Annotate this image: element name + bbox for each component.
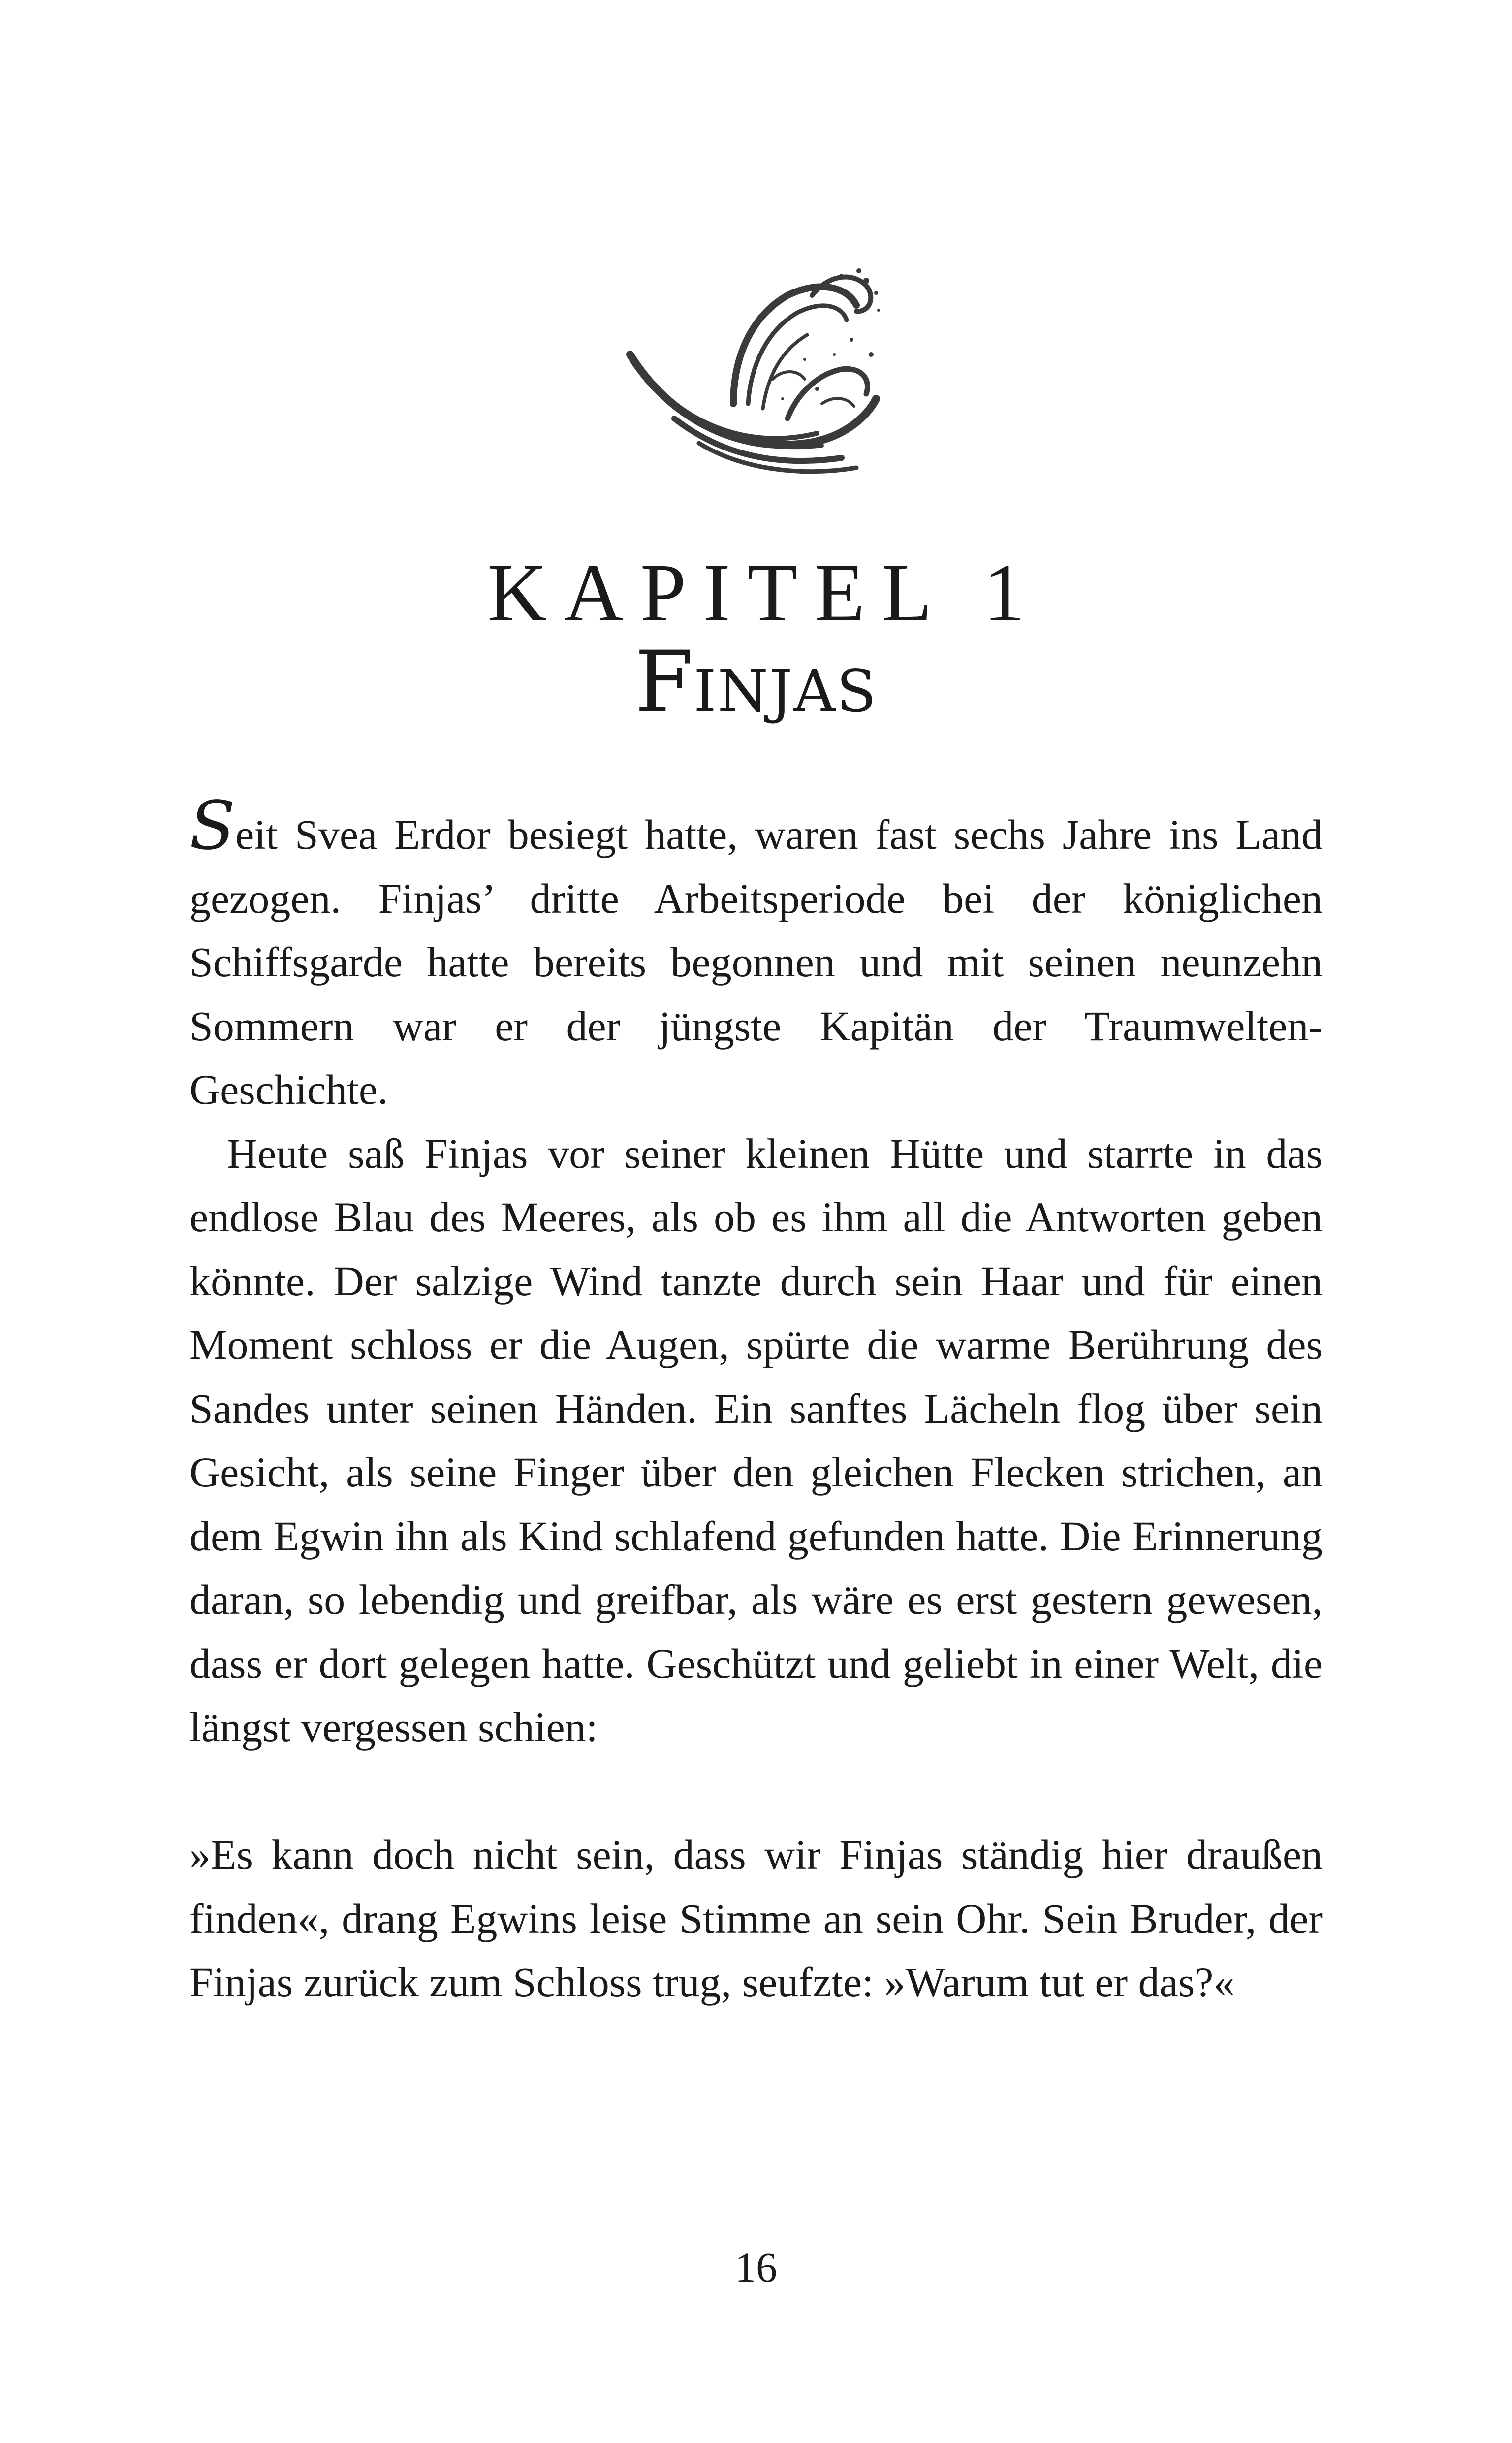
paragraph-text: eit Svea Erdor besiegt hatte, waren fast sechs Jahre ins Land gezogen. Finjas’ dritte Arbeitsperiode bei der königlichen Schiffsgarde hatte bereits begonnen und mit seinen neunzehn Sommern war er der jüngste Kapitän der Traumwelten-Geschichte. <box>189 811 1323 1113</box>
wave-icon <box>610 256 886 487</box>
paragraph <box>189 787 1323 1122</box>
chapter-title-rest: INJAS <box>693 657 878 725</box>
paragraph: »Es kann doch nicht sein, dass wir Finjas ständig hier draußen finden«, drang Egwins leise Stimme an sein Ohr. Sein Bruder, der Finjas zurück zum Schloss trug, seufzte: »Warum tut er das?« <box>189 1831 1323 2006</box>
drop-cap: S <box>189 787 236 865</box>
chapter-title <box>0 633 1512 732</box>
chapter-number: 1 <box>983 547 1025 639</box>
page-number: 16 <box>735 2244 777 2291</box>
chapter-body <box>189 787 1323 2015</box>
paragraph: Heute saß Finjas vor seiner kleinen Hütte und starrte in das endlose Blau des Meeres, als ob es ihm all die Antworten geben könnte. Der salzige Wind tanzte durch sein Haar und für einen Moment schloss er die Augen, spürte die warme Berührung des Sandes unter seinen Händen. Ein sanftes Lächeln flog über sein Gesicht, als seine Finger über den gleichen Flecken strichen, an dem Egwin ihn als Kind schlafend gefunden hatte. Die Erinnerung daran, so lebendig und greifbar, als wäre es erst gestern gewesen, dass er dort gelegen hatte. Geschützt und geliebt in einer Welt, die längst vergessen schien: <box>189 1129 1323 1751</box>
chapter-heading <box>0 547 1512 639</box>
chapter-title-initial: F <box>634 633 694 732</box>
chapter-label: KAPITEL <box>487 547 949 639</box>
